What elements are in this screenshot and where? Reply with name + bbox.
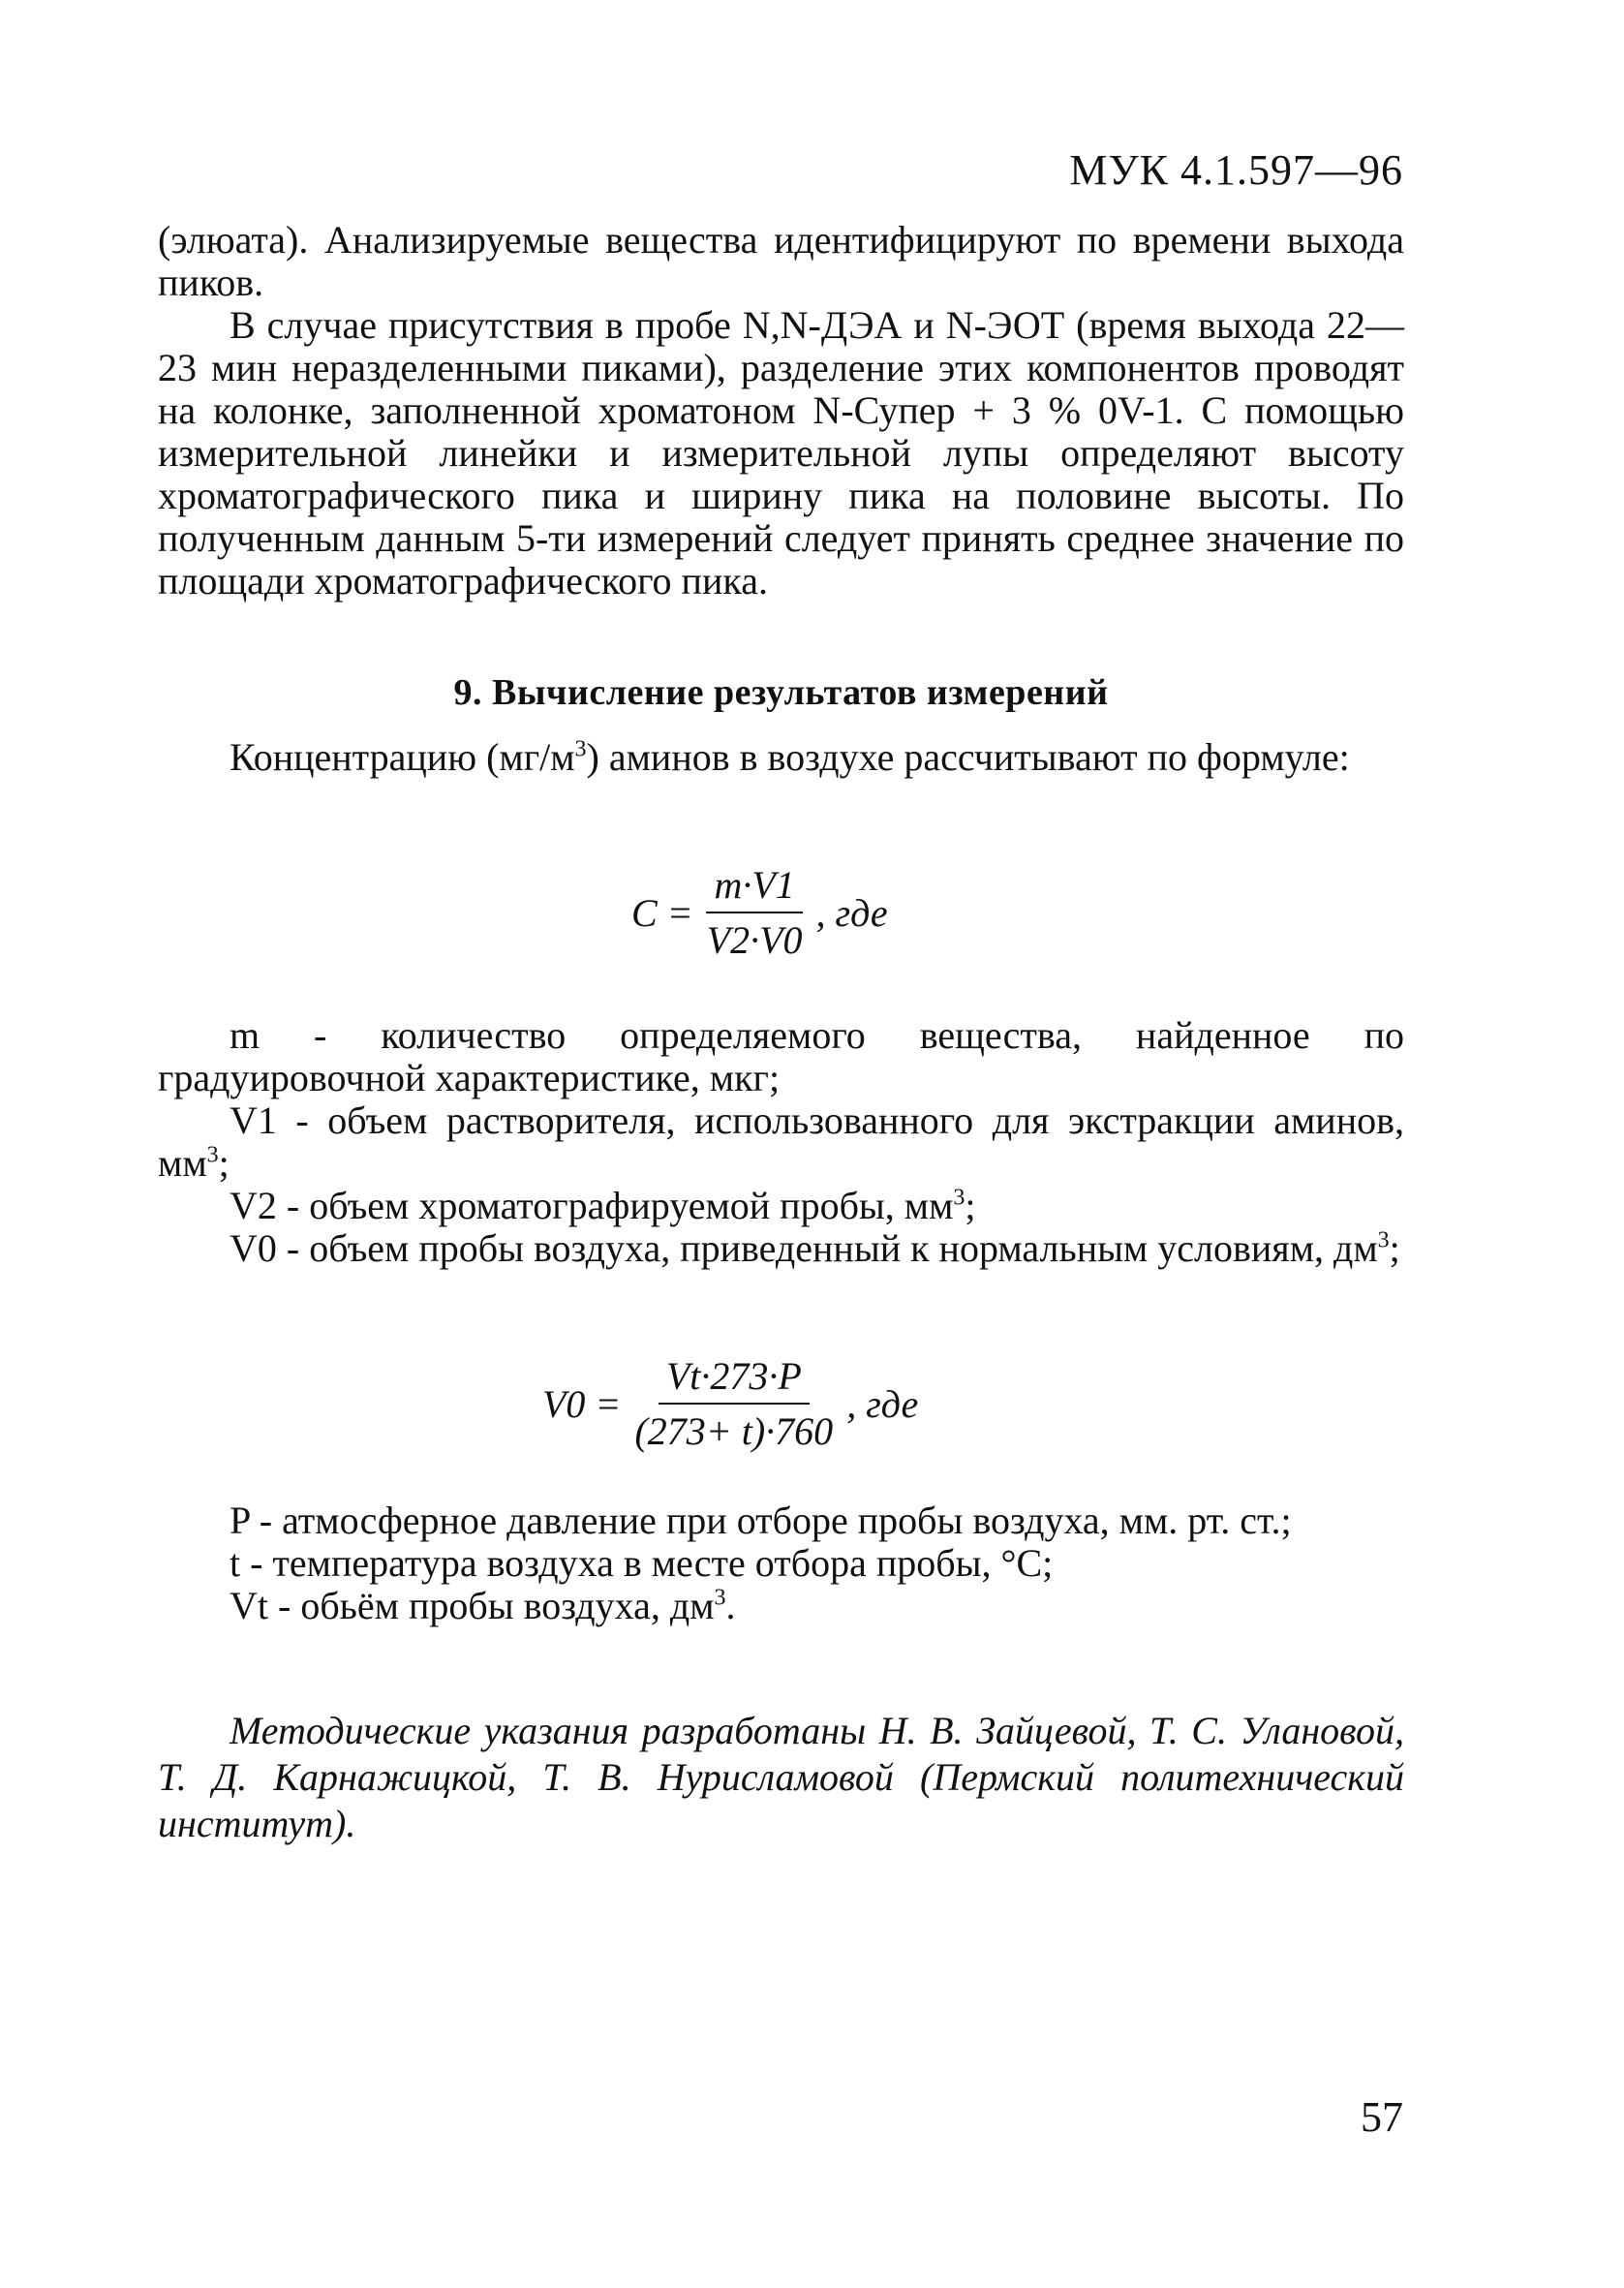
- definition-v1: V1 - объем растворителя, использованного для экстракции аминов, $мм^3$;: [158, 1098, 1404, 1185]
- definition-m: m - количество определяемого вещества, найденное по градуировочной характеристике, мкг;: [158, 1013, 1404, 1099]
- volume-formula: [542, 1353, 918, 1454]
- definitions-block-2: [158, 1500, 1404, 1627]
- authors-note: [158, 1708, 1404, 1847]
- formula1-fraction: [699, 862, 811, 963]
- intro-text-after: ) аминов в воздухе рассчитывают по формуле:: [586, 735, 1350, 779]
- formula2-fraction: [627, 1353, 841, 1454]
- formula1-lhs: C =: [631, 890, 693, 935]
- definition-vt: Vt - обьём пробы воздуха, $дм^3$.: [230, 1584, 736, 1627]
- definition-p: P - атмосферное давление при отборе пробы воздуха, мм. рт. ст.;: [230, 1499, 1292, 1542]
- formula2-denominator: (273+ t)·760: [634, 1409, 834, 1453]
- formula1-numerator: m·V1: [706, 862, 802, 913]
- paragraph-eluate: (элюата). Анализируемые вещества идентифицируют по времени выхода пиков.: [158, 218, 1404, 304]
- formula1-denominator: V2·V0: [706, 918, 803, 962]
- intro-paragraph: [158, 736, 1404, 779]
- section-heading: 9. Вычисление результатов измерений: [453, 672, 1109, 713]
- intro-superscript: 3: [574, 736, 587, 762]
- document-code-header: МУК 4.1.597—96: [1069, 146, 1403, 194]
- definitions-block-1: [158, 1014, 1404, 1270]
- paragraph-separation: В случае присутствия в пробе N,N-ДЭА и N-ЭОТ (время выхода 22—23 мин неразделенными пиками), разделение этих компонентов проводят на колонке, заполненной хроматоном N-Супер + 3 % 0V-1. С помощью измерительной линейки и измерительной лупы определяют высоту хроматографического пика и ширину пика на половине высоты. По полученным данным 5-ти измерений следует принять среднее значение по площади хроматографического пика.: [158, 303, 1404, 603]
- formula2-lhs: V0 =: [542, 1381, 622, 1426]
- formula1-suffix: , где: [815, 890, 888, 935]
- concentration-formula: [631, 862, 888, 963]
- definition-t: t - температура воздуха в месте отбора пробы, °С;: [230, 1541, 1054, 1585]
- definition-v2: V2 - объем хроматографируемой пробы, $мм^3$;: [230, 1184, 976, 1227]
- definition-v0: V0 - объем пробы воздуха, приведенный к нормальным условиям, $дм^3$;: [230, 1226, 1400, 1270]
- page-number: 57: [1361, 2093, 1403, 2141]
- formula2-numerator: Vt·273·P: [659, 1353, 810, 1405]
- formula2-suffix: , где: [846, 1381, 919, 1426]
- intro-text-before: Концентрацию (мг/м: [230, 735, 575, 779]
- authors-text: Методические указания разработаны Н. В. Зайцевой, Т. С. Улановой, Т. Д. Карнажицкой, Т. В. Нурисламовой (Пермский политехнический институт).: [158, 1709, 1404, 1845]
- paragraph-block-1: [158, 219, 1404, 603]
